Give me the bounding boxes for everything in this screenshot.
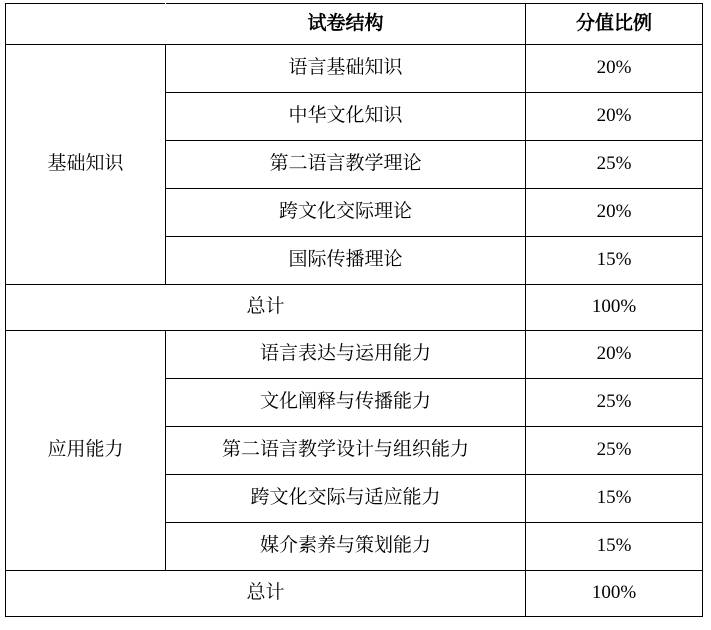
ratio-cell: 20%: [526, 45, 703, 93]
table-row: [6, 331, 703, 379]
total-ratio-applied: 100%: [526, 571, 703, 617]
structure-cell: 中华文化知识: [166, 93, 526, 141]
structure-cell: 跨文化交际理论: [166, 189, 526, 237]
document-page: [0, 3, 711, 630]
structure-cell: 第二语言教学设计与组织能力: [166, 427, 526, 475]
ratio-cell: 20%: [526, 331, 703, 379]
structure-cell: 媒介素养与策划能力: [166, 523, 526, 571]
ratio-cell: 15%: [526, 523, 703, 571]
table-total-row: [6, 285, 703, 331]
ratio-cell: 25%: [526, 427, 703, 475]
header-cell-structure: 试卷结构: [166, 4, 526, 45]
total-label-basic: 总计: [6, 285, 526, 331]
exam-structure-table: [5, 3, 703, 617]
table-total-row: [6, 571, 703, 617]
structure-cell: 跨文化交际与适应能力: [166, 475, 526, 523]
header-cell-ratio: 分值比例: [526, 4, 703, 45]
table-row: [6, 45, 703, 93]
header-cell-empty: [6, 4, 166, 45]
structure-cell: 语言基础知识: [166, 45, 526, 93]
ratio-cell: 25%: [526, 379, 703, 427]
structure-cell: 国际传播理论: [166, 237, 526, 285]
ratio-cell: 15%: [526, 237, 703, 285]
structure-cell: 第二语言教学理论: [166, 141, 526, 189]
total-label-applied: 总计: [6, 571, 526, 617]
ratio-cell: 15%: [526, 475, 703, 523]
ratio-cell: 20%: [526, 93, 703, 141]
ratio-cell: 25%: [526, 141, 703, 189]
ratio-cell: 20%: [526, 189, 703, 237]
group-label-basic: 基础知识: [6, 45, 166, 285]
group-label-applied: 应用能力: [6, 331, 166, 571]
structure-cell: 文化阐释与传播能力: [166, 379, 526, 427]
structure-cell: 语言表达与运用能力: [166, 331, 526, 379]
table-header-row: [6, 4, 703, 45]
total-ratio-basic: 100%: [526, 285, 703, 331]
